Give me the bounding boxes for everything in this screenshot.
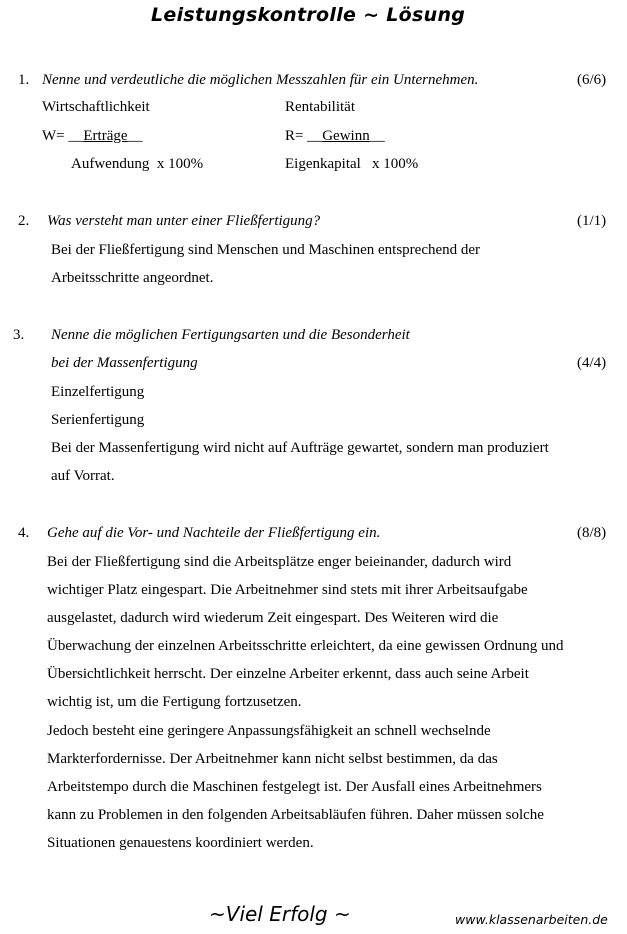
answer-line: wichtig ist, um die Fertigung fortzusetzen.	[47, 694, 302, 711]
q1-formula-r-denominator: Eigenkapital x 100%	[285, 156, 419, 172]
answer-line: ausgelastet, dadurch wird wiederum Zeit eingespart. Des Weiteren wird die	[47, 610, 499, 627]
q1-label-rentabilitaet: Rentabilität	[285, 99, 355, 115]
answer-line: Einzelfertigung	[51, 384, 145, 400]
q3-answer	[51, 378, 623, 490]
q1-formula-w-numerator	[42, 122, 143, 150]
q1-formula-r-pad: __	[307, 128, 323, 144]
q1-formula-w-denominator: Aufwendung x 100%	[71, 156, 204, 172]
q4-answer	[47, 548, 619, 857]
q1-points: (6/6)	[577, 72, 607, 88]
answer-line: Übersichtlichkeit herrscht. Der einzelne Arbeiter erkennt, dass auch seine Arbeit	[47, 666, 529, 683]
q3-number: 3.	[13, 327, 25, 343]
q1-formula-w-numerator-text: Erträge	[83, 128, 128, 144]
q2-points: (1/1)	[577, 213, 607, 229]
q4-question: Gehe auf die Vor- und Nachteile der Fließfertigung ein.	[47, 525, 381, 541]
q1-label-wirtschaftlichkeit: Wirtschaftlichkeit	[42, 99, 150, 115]
q2-question: Was versteht man unter einer Fließfertigung?	[47, 213, 321, 229]
q1-formula-w-pad: __	[68, 128, 84, 144]
q2-number: 2.	[18, 213, 30, 229]
website-credit: www.klassenarbeiten.de	[455, 912, 608, 927]
q4-number: 4.	[18, 525, 30, 541]
answer-line: auf Vorrat.	[51, 468, 115, 485]
answer-line: Bei der Fließfertigung sind die Arbeitsplätze enger beieinander, dadurch wird	[47, 554, 512, 570]
q1-formula-r-numerator	[285, 122, 385, 150]
q1-question: Nenne und verdeutliche die möglichen Messzahlen für ein Unternehmen.	[42, 72, 479, 88]
answer-line: Situationen genauestens koordiniert werden.	[47, 834, 314, 851]
q3-question-line1: Nenne die möglichen Fertigungsarten und die Besonderheit	[51, 327, 410, 343]
q2-answer	[51, 236, 623, 292]
answer-line: kann zu Problemen in den folgenden Arbeitsabläufen führen. Daher müssen solche	[47, 806, 544, 823]
page-title: Leistungskontrolle ~ Lösung	[151, 4, 466, 26]
q1-number: 1.	[18, 72, 30, 88]
answer-line: Serienfertigung	[51, 412, 145, 429]
answer-line: Bei der Fließfertigung sind Menschen und Maschinen entsprechend der	[51, 242, 481, 258]
q1-formula-w-pad: __	[127, 128, 143, 144]
closing-wish: ~Viel Erfolg ~	[209, 902, 351, 926]
answer-line: Bei der Massenfertigung wird nicht auf Aufträge gewartet, sondern man produziert	[51, 440, 549, 457]
answer-line: Überwachung der einzelnen Arbeitsschritte erleichtert, da eine gewissen Ordnung und	[47, 638, 564, 655]
answer-line: Arbeitstempo durch die Maschinen festgelegt ist. Der Ausfall eines Arbeitnehmers	[47, 778, 542, 795]
q3-points: (4/4)	[577, 355, 607, 371]
answer-line: Jedoch besteht eine geringere Anpassungsfähigkeit an schnell wechselnde	[47, 722, 491, 739]
q3-question-line2: bei der Massenfertigung	[51, 355, 198, 371]
answer-line: Markterfordernisse. Der Arbeitnehmer kann nicht selbst bestimmen, da das	[47, 750, 498, 767]
q1-formula-r-prefix: R=	[285, 128, 308, 144]
answer-line: wichtiger Platz eingespart. Die Arbeitnehmer sind stets mit ihrer Arbeitsaufgabe	[47, 582, 528, 599]
answer-line: Arbeitsschritte angeordnet.	[51, 270, 214, 287]
q1-formula-w-prefix: W=	[42, 128, 69, 144]
q1-formula-r-numerator-text: Gewinn	[322, 128, 370, 144]
q4-points: (8/8)	[577, 525, 607, 541]
q1-formula-r-pad: __	[369, 128, 385, 144]
